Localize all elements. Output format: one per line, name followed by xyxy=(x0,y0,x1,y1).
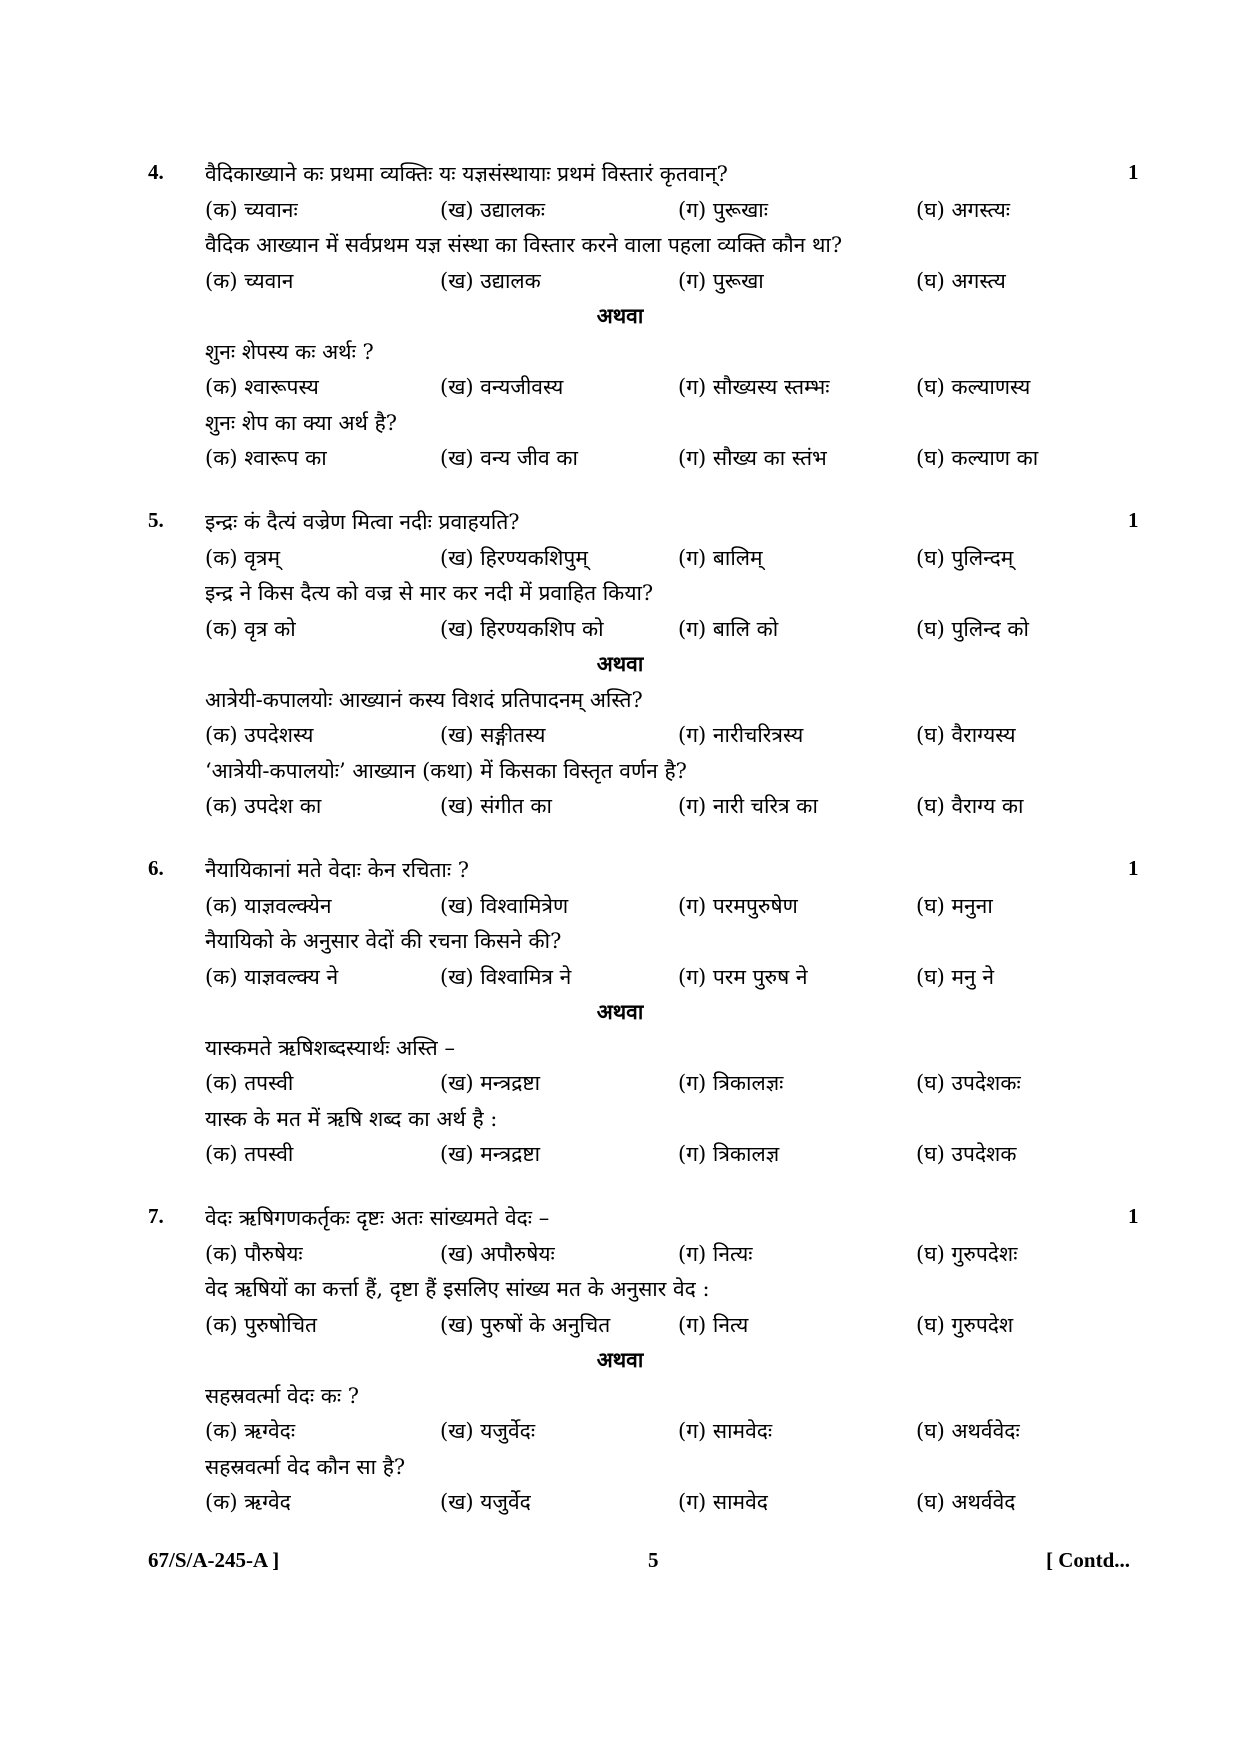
answer-option: (ख) उद्यालकः xyxy=(440,197,546,222)
answer-option: (ख) अपौरुषेयः xyxy=(440,1241,555,1266)
answer-option: (ख) उद्यालक xyxy=(440,268,541,293)
answer-option: (ख) सङ्गीतस्य xyxy=(440,723,546,747)
answer-option: (ग) त्रिकालज्ञः xyxy=(678,1071,784,1095)
question-marks: 1 xyxy=(1128,160,1139,184)
question-number: 5. xyxy=(148,508,164,532)
question-text: नैयायिको के अनुसार वेदों की रचना किसने की? xyxy=(205,929,562,953)
answer-option: (क) वृत्र को xyxy=(205,616,296,641)
question-text: इन्द्रः कं दैत्यं वज्रेण मित्वा नदीः प्रवाहयति? xyxy=(205,510,520,534)
answer-option: (ख) वन्य जीव का xyxy=(440,446,578,470)
question-marks: 1 xyxy=(1128,1204,1139,1228)
question-marks: 1 xyxy=(1128,856,1139,880)
or-separator: अथवा xyxy=(596,651,644,676)
answer-option: (ख) पुरुषों के अनुचित xyxy=(440,1312,611,1337)
answer-option: (ग) नारीचरित्रस्य xyxy=(678,723,804,747)
answer-option: (ख) हिरण्यकशिप को xyxy=(440,616,604,641)
answer-option: (ग) परमपुरुषेण xyxy=(678,893,798,918)
answer-option: (क) श्वारूपस्य xyxy=(205,375,319,399)
answer-option: (ग) बालि को xyxy=(678,616,779,641)
answer-option: (घ) गुरुपदेशः xyxy=(916,1241,1018,1266)
answer-option: (घ) गुरुपदेश xyxy=(916,1312,1014,1337)
answer-option: (ख) यजुर्वेद xyxy=(440,1490,531,1514)
answer-option: (ख) मन्त्रद्रष्टा xyxy=(440,1071,541,1095)
answer-option: (घ) वैराग्यस्य xyxy=(916,723,1016,747)
answer-option: (ग) सौख्यस्य स्तम्भः xyxy=(678,375,830,399)
question-text: यास्क के मत में ऋषि शब्द का अर्थ है : xyxy=(205,1106,498,1131)
answer-option: (घ) पुलिन्दम् xyxy=(916,545,1014,570)
question-text: इन्द्र ने किस दैत्य को वज्र से मार कर नदी में प्रवाहित किया? xyxy=(205,581,654,605)
answer-option: (घ) मनुना xyxy=(916,893,993,918)
answer-option: (ग) नित्यः xyxy=(678,1241,753,1266)
answer-option: (ग) सामवेदः xyxy=(678,1419,773,1443)
or-separator: अथवा xyxy=(596,1347,644,1372)
answer-option: (ग) नारी चरित्र का xyxy=(678,794,818,818)
answer-option: (क) याज्ञवल्क्येन xyxy=(205,893,332,918)
question-text: सहस्रवर्त्मा वेद कौन सा है? xyxy=(205,1454,406,1479)
answer-option: (ख) विश्वामित्रेण xyxy=(440,893,569,918)
answer-option: (क) वृत्रम् xyxy=(205,545,281,570)
answer-option: (ख) संगीत का xyxy=(440,794,552,818)
question-marks: 1 xyxy=(1128,508,1139,532)
answer-option: (ग) सौख्य का स्तंभ xyxy=(678,446,827,470)
answer-option: (ग) पुरूखाः xyxy=(678,197,768,222)
answer-option: (घ) अथर्ववेदः xyxy=(916,1419,1020,1443)
question-text: वैदिकाख्याने कः प्रथमा व्यक्तिः यः यज्ञसंस्थायाः प्रथमं विस्तारं कृतवान्? xyxy=(205,162,728,186)
question-number: 7. xyxy=(148,1204,164,1228)
continued-label: [ Contd... xyxy=(1046,1548,1131,1572)
question-text: आत्रेयी-कपालयोः आख्यानं कस्य विशदं प्रतिपादनम् अस्ति? xyxy=(205,687,643,712)
question-number: 6. xyxy=(148,856,164,880)
answer-option: (घ) कल्याणस्य xyxy=(916,375,1031,399)
question-text: वेदः ऋषिगणकर्तृकः दृष्टः अतः सांख्यमते वेदः – xyxy=(205,1206,550,1230)
question-text: यास्कमते ऋषिशब्दस्यार्थः अस्ति – xyxy=(205,1035,455,1060)
answer-option: (ग) त्रिकालज्ञ xyxy=(678,1142,780,1166)
answer-option: (क) उपदेश का xyxy=(205,794,322,818)
answer-option: (क) श्वारूप का xyxy=(205,446,327,470)
answer-option: (घ) पुलिन्द को xyxy=(916,616,1029,641)
answer-option: (ग) परम पुरुष ने xyxy=(678,964,808,989)
answer-option: (घ) कल्याण का xyxy=(916,446,1039,470)
answer-option: (क) याज्ञवल्क्य ने xyxy=(205,964,339,989)
answer-option: (ख) यजुर्वेदः xyxy=(440,1419,536,1443)
question-text: ‘आत्रेयी-कपालयोः’ आख्यान (कथा) में किसका विस्तृत वर्णन है? xyxy=(205,758,687,783)
or-separator: अथवा xyxy=(596,303,644,328)
answer-option: (ग) बालिम् xyxy=(678,545,763,570)
answer-option: (क) ऋग्वेदः xyxy=(205,1419,296,1443)
answer-option: (घ) अथर्ववेद xyxy=(916,1490,1016,1514)
question-text: शुनः शेपस्य कः अर्थः ? xyxy=(205,339,374,364)
question-number: 4. xyxy=(148,160,164,184)
or-separator: अथवा xyxy=(596,999,644,1024)
question-text: सहस्रवर्त्मा वेदः कः ? xyxy=(205,1383,360,1408)
answer-option: (घ) उपदेशक xyxy=(916,1142,1017,1166)
answer-option: (क) तपस्वी xyxy=(205,1142,294,1166)
answer-option: (क) पौरुषेयः xyxy=(205,1241,303,1266)
answer-option: (ग) नित्य xyxy=(678,1312,749,1337)
answer-option: (ख) हिरण्यकशिपुम् xyxy=(440,545,588,570)
answer-option: (घ) उपदेशकः xyxy=(916,1071,1021,1095)
answer-option: (घ) वैराग्य का xyxy=(916,794,1024,818)
answer-option: (ख) विश्वामित्र ने xyxy=(440,964,572,989)
answer-option: (ग) पुरूखा xyxy=(678,268,764,293)
paper-code: 67/S/A-245-A ] xyxy=(148,1548,280,1572)
answer-option: (क) च्यवान xyxy=(205,268,294,293)
answer-option: (क) उपदेशस्य xyxy=(205,723,314,747)
answer-option: (घ) अगस्त्य xyxy=(916,268,1006,293)
question-text: वेद ऋषियों का कर्त्ता हैं, दृष्टा हैं इसलिए सांख्य मत के अनुसार वेद : xyxy=(205,1277,710,1301)
answer-option: (क) ऋग्वेद xyxy=(205,1490,291,1514)
answer-option: (घ) मनु ने xyxy=(916,964,995,989)
answer-option: (ख) मन्त्रद्रष्टा xyxy=(440,1142,541,1166)
page-number: 5 xyxy=(648,1548,659,1572)
question-text: नैयायिकानां मते वेदाः केन रचिताः ? xyxy=(205,858,470,882)
question-text: शुनः शेप का क्या अर्थ है? xyxy=(205,410,398,435)
question-text: वैदिक आख्यान में सर्वप्रथम यज्ञ संस्था का विस्तार करने वाला पहला व्यक्ति कौन था? xyxy=(205,233,843,257)
answer-option: (क) तपस्वी xyxy=(205,1071,294,1095)
answer-option: (ग) सामवेद xyxy=(678,1490,768,1514)
answer-option: (ख) वन्यजीवस्य xyxy=(440,375,564,399)
answer-option: (क) च्यवानः xyxy=(205,197,298,222)
answer-option: (घ) अगस्त्यः xyxy=(916,197,1011,222)
answer-option: (क) पुरुषोचित xyxy=(205,1312,317,1337)
